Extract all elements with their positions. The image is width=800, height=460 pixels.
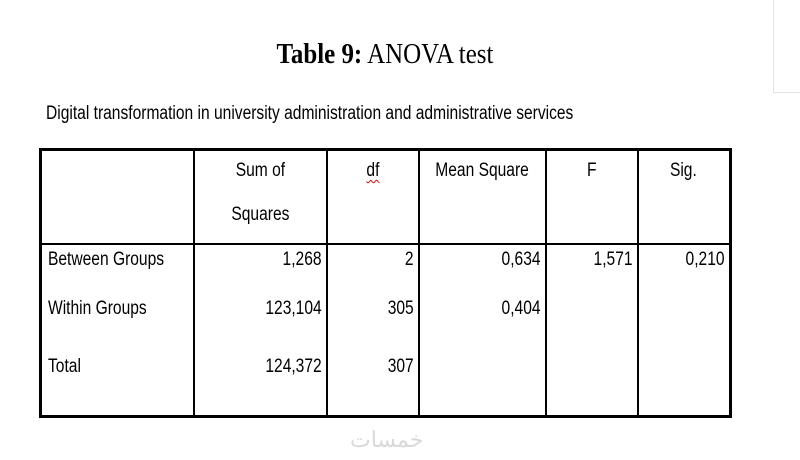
header-mean-square: Mean Square: [419, 150, 546, 245]
cell-f: [546, 294, 638, 344]
cell-df: 307: [327, 344, 419, 416]
cell-sum-of-squares: 124,372: [194, 344, 327, 416]
cell-sig: [638, 344, 731, 416]
header-sig: Sig.: [638, 150, 731, 245]
cell-df: 2: [327, 244, 419, 294]
header-sum-of-squares: Sum of Squares: [194, 150, 327, 245]
title-text: ANOVA test: [362, 38, 494, 70]
row-label: Between Groups: [41, 244, 194, 294]
cell-sum-of-squares: 1,268: [194, 244, 327, 294]
row-label: Within Groups: [41, 294, 194, 344]
row-label: Total: [41, 344, 194, 416]
header-blank: [41, 150, 194, 245]
cell-mean-square: 0,634: [419, 244, 546, 294]
anova-table: [39, 148, 732, 418]
cell-sum-of-squares: 123,104: [194, 294, 327, 344]
cell-mean-square: 0,404: [419, 294, 546, 344]
corner-panel: [773, 0, 800, 93]
table-row: [41, 344, 731, 416]
title-number: Table 9:: [276, 38, 363, 70]
cell-f: 1,571: [546, 244, 638, 294]
table-row: [41, 294, 731, 344]
header-f: F: [546, 150, 638, 245]
cell-df: 305: [327, 294, 419, 344]
page-title: [54, 38, 716, 71]
table-subtitle: Digital transformation in university administration and administrative services: [46, 103, 574, 124]
cell-sig: [638, 294, 731, 344]
table-row: [41, 244, 731, 294]
watermark-logo: خمسات: [350, 427, 424, 452]
cell-sig: 0,210: [686, 249, 725, 270]
header-df: df: [327, 150, 419, 245]
cell-f: [546, 344, 638, 416]
cell-mean-square: [419, 344, 546, 416]
header-row: [41, 150, 731, 245]
